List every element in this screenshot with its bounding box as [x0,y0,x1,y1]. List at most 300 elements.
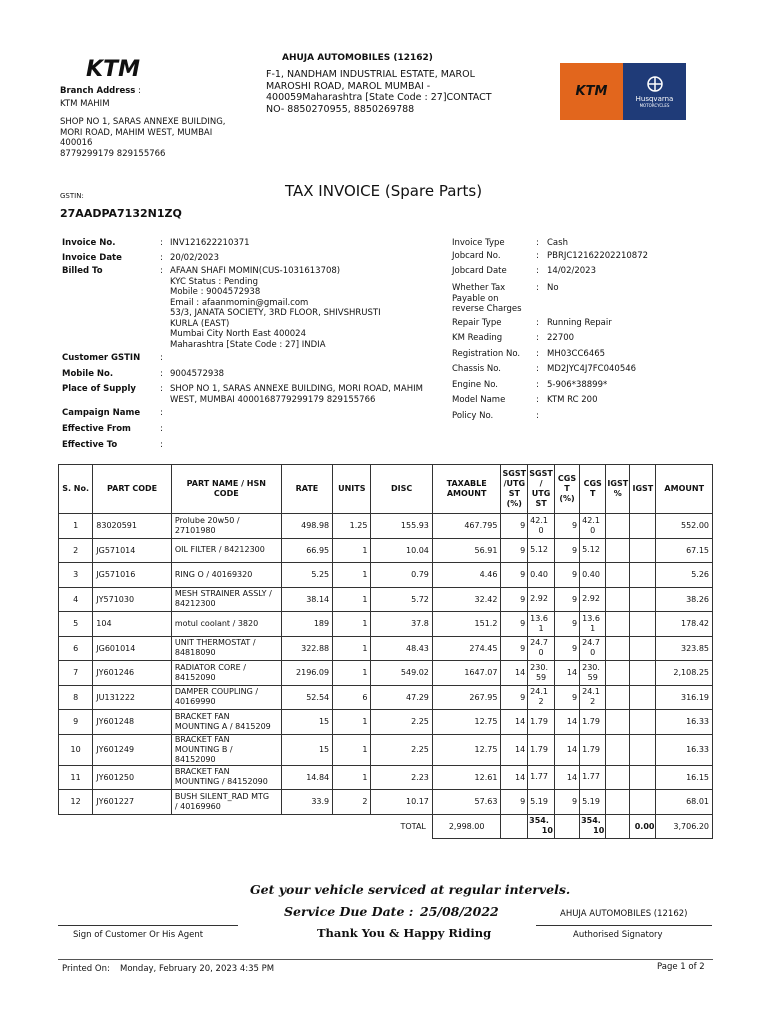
header-sgst-rate-line-4: (%) [506,499,522,508]
header-cgst-rate-line-2: T (%) [559,484,575,503]
cell-sgst-rate: 14 [501,734,528,765]
total-sgst-line-2: 10 [541,826,553,836]
cell-cgst-rate: 9 [554,587,579,612]
reverse-charge-label-line-3: reverse Charges [452,304,522,314]
header-sgst-rate-line-3: ST [508,489,520,498]
cell-taxable: 4.46 [432,563,501,588]
brand-logos-box [560,63,686,120]
cell-disc: 10.04 [371,538,432,563]
cell-igst-rate [606,612,630,637]
colon: : [536,333,539,343]
effective-to-label: Effective To [62,440,118,450]
cell-sgst-amt [528,563,555,588]
cell-cgst-amt [580,734,606,765]
cell-sgst-rate: 9 [501,514,528,539]
header-rate: RATE [281,465,332,514]
place-of-supply-line-2: WEST, MUMBAI 4000168779299179 829155766 [170,394,376,405]
header-sgst-amt-line-3: UTG [531,489,551,498]
branch-line-3: 400016 [60,138,93,148]
cell-cgst-rate: 14 [554,765,579,790]
cell-igst-rate [606,636,630,661]
cell-taxable: 57.63 [432,790,501,815]
cell-sno: 2 [59,538,93,563]
cell-name-line: 84152090 [174,672,216,682]
cell-sno: 7 [59,661,93,686]
cell-name-line: 84818090 [174,648,216,658]
cell-amount: 2,108.25 [656,661,713,686]
cell-igst-amt [630,710,656,735]
cell-units: 1 [333,661,371,686]
colon: : [536,364,539,374]
billed-to-line-6: KURLA (EAST) [170,318,230,329]
table-row [59,612,713,637]
table-row [59,734,713,765]
registration-no-label: Registration No. [452,349,521,359]
cell-sno: 12 [59,790,93,815]
cell-igst-rate [606,587,630,612]
cell-amount: 323.85 [656,636,713,661]
header-sgst-amt-line-4: ST [535,499,547,508]
invoice-title: TAX INVOICE (Spare Parts) [285,182,483,200]
cell-sno: 3 [59,563,93,588]
billed-to-line-2: KYC Status : Pending [170,276,258,287]
engine-no-label: Engine No. [452,380,498,390]
cell-sgst-amt [528,710,555,735]
cell-sgst-amt [528,636,555,661]
ktm-logo [70,54,156,82]
header-igst-rate-line-1: IGST [607,479,629,488]
total-cgst-rate [554,814,579,839]
cell-cgst-amt-line: 2.92 [582,594,600,604]
cell-sgst-amt-line: 1.79 [530,744,548,754]
branch-line-2: MORI ROAD, MAHIM WEST, MUMBAI [60,127,213,138]
cell-sgst-amt-line: 2 [538,697,544,707]
cell-units: 1 [333,636,371,661]
cell-sgst-amt-line: 24.1 [530,687,548,697]
cell-sgst-amt-line: 13.6 [530,613,548,623]
cell-sno: 1 [59,514,93,539]
cell-sgst-amt-line: 5.12 [530,545,548,555]
ktm-brand-text: KTM [575,84,608,99]
gstin-label: GSTIN: [60,192,84,200]
header-cgst-amt-line-2: T [589,489,596,498]
cell-igst-amt [630,734,656,765]
svg-text:KTM: KTM [86,57,140,82]
header-sno: S. No. [59,465,93,514]
cell-cgst-rate: 14 [554,710,579,735]
cell-igst-rate [606,563,630,588]
cell-cgst-amt [580,636,606,661]
footer-divider [58,959,713,960]
reverse-charge-label [452,283,522,315]
colon: : [536,251,539,261]
cell-igst-rate [606,538,630,563]
cell-cgst-amt-line: 1.77 [582,772,600,782]
billed-to-line-3: Mobile : 9004572938 [170,287,261,297]
cell-disc: 2.23 [371,765,432,790]
header-sgst-amt [528,465,555,514]
cell-name-line: RING O / 40169320 [174,569,253,579]
cell-igst-amt [630,636,656,661]
header-igst-amt: IGST [630,465,656,514]
cell-units: 1 [333,538,371,563]
cell-taxable: 12.75 [432,734,501,765]
cell-disc: 0.79 [371,563,432,588]
cell-sgst-amt [528,587,555,612]
place-of-supply-label: Place of Supply [62,384,136,394]
header-cgst-amt-line-1: CGS [583,479,602,488]
cell-name-line: 27101980 [174,525,216,535]
invoice-date-value: 20/02/2023 [170,253,219,263]
total-cgst-line-1: 354. [581,816,601,826]
header-taxable [432,465,501,514]
printed-on-value: Monday, February 20, 2023 4:35 PM [120,964,275,974]
invoice-type-label: Invoice Type [452,238,505,248]
cell-cgst-rate: 9 [554,612,579,637]
signatory-company: AHUJA AUTOMOBILES (12162) [560,909,688,919]
cell-cgst-amt-line: 230. [582,662,600,672]
header-part-name-line-1: PART NAME / HSN [186,479,266,488]
cell-units: 6 [333,685,371,710]
cell-cgst-rate: 14 [554,661,579,686]
husqvarna-emblem-icon [646,75,664,93]
cell-taxable: 151.2 [432,612,501,637]
cell-sgst-rate: 14 [501,765,528,790]
cell-name [171,514,281,539]
cell-code: JG571014 [93,538,172,563]
dealer-address-line-1: F-1, NANDHAM INDUSTRIAL ESTATE, MAROL [266,69,475,80]
cell-name-line: 84152090 [174,754,216,764]
cell-name [171,587,281,612]
printed-on-label: Printed On: [62,964,110,974]
cell-cgst-amt-line: 24.7 [582,638,600,648]
cell-units: 1 [333,612,371,637]
cell-cgst-amt-line: 5.12 [582,545,600,555]
cell-name-line: MOUNTING / 84152090 [174,777,268,787]
cell-sgst-amt-line: 1.79 [530,716,548,726]
cell-amount: 178.42 [656,612,713,637]
reverse-charge-label-line-1: Whether Tax [452,283,506,293]
cell-sgst-amt-line: 59 [535,672,547,682]
total-amount: 3,706.20 [656,814,713,839]
total-taxable: 2,998.00 [432,814,501,839]
cell-sgst-rate: 14 [501,710,528,735]
cell-amount: 16.33 [656,734,713,765]
total-row [59,814,713,839]
header-units: UNITS [333,465,371,514]
cell-cgst-amt-line: 59 [587,672,598,682]
customer-gstin-label: Customer GSTIN [62,353,141,363]
cell-name [171,538,281,563]
cell-taxable: 32.42 [432,587,501,612]
mobile-no-label: Mobile No. [62,369,114,379]
page-number: Page 1 of 2 [657,962,705,972]
dealer-address [266,69,492,115]
cell-cgst-amt [580,587,606,612]
cell-sgst-amt [528,538,555,563]
reverse-charge-label-line-2: Payable on [452,293,499,304]
cell-cgst-amt-line: 0 [590,525,596,535]
invoice-no-value: INV121622210371 [170,238,250,248]
total-cgst-line-2: 10 [593,826,605,836]
cell-amount: 38.26 [656,587,713,612]
cell-cgst-amt-line: 1.79 [582,744,600,754]
cell-igst-amt [630,685,656,710]
cell-igst-amt [630,765,656,790]
authorised-sign-line [536,925,712,926]
cell-code: JY571030 [93,587,172,612]
table-row [59,710,713,735]
cell-disc: 2.25 [371,710,432,735]
cell-igst-rate [606,710,630,735]
cell-sgst-amt-line: 1.77 [530,772,548,782]
colon: : [160,440,163,450]
cell-rate: 498.98 [281,514,332,539]
cell-cgst-amt-line: 0 [590,648,596,658]
total-label: TOTAL [59,814,433,839]
cell-rate: 15 [281,710,332,735]
cell-cgst-rate: 9 [554,636,579,661]
cell-cgst-rate: 14 [554,734,579,765]
colon: : [160,253,163,263]
cell-sgst-amt-line: 0.40 [530,569,548,579]
cell-sno: 4 [59,587,93,612]
cell-sgst-amt-line: 5.19 [530,796,548,806]
cell-cgst-amt-line: 24.1 [582,687,600,697]
cell-sgst-rate: 9 [501,587,528,612]
cell-code: JY601248 [93,710,172,735]
colon: : [536,318,539,328]
cell-name-line: BRACKET FAN [174,767,230,777]
cell-code: JY601249 [93,734,172,765]
cell-sgst-amt-line: 2.92 [530,594,548,604]
cell-name-line: MOUNTING B / [174,744,233,754]
cell-igst-rate [606,765,630,790]
cell-code: 83020591 [93,514,172,539]
colon: : [536,411,539,421]
branch-line-4: 8779299179 829155766 [60,148,166,159]
engine-no-value: 5-906*38899* [547,380,608,390]
cell-igst-amt [630,514,656,539]
husqvarna-brand-text: Husqvarna [635,95,674,103]
cell-disc: 48.43 [371,636,432,661]
cell-name [171,685,281,710]
cell-disc: 37.8 [371,612,432,637]
chassis-no-value: MD2JYC4J7FC040546 [547,364,637,374]
cell-name [171,734,281,765]
invoice-type-value: Cash [547,238,568,248]
table-row [59,765,713,790]
service-due-label: Service Due Date : [284,904,414,919]
cell-taxable: 12.75 [432,710,501,735]
cell-sgst-amt [528,514,555,539]
cell-igst-amt [630,612,656,637]
cell-sno: 8 [59,685,93,710]
ktm-brand-tile [560,63,623,120]
invoice-no-label: Invoice No. [62,238,116,248]
cell-sgst-rate: 14 [501,661,528,686]
policy-no-label: Policy No. [452,411,494,421]
cell-sgst-amt-line: 42.1 [530,515,548,525]
cell-name [171,710,281,735]
colon: : [536,395,539,405]
cell-sgst-rate: 9 [501,563,528,588]
cell-cgst-amt-line: 5.19 [582,796,600,806]
cell-cgst-amt [580,538,606,563]
cell-rate: 5.25 [281,563,332,588]
cell-taxable: 56.91 [432,538,501,563]
cell-sgst-amt-line: 0 [538,648,544,658]
cell-sgst-rate: 9 [501,685,528,710]
cell-name [171,765,281,790]
header-sgst-rate-line-1: SGST [502,469,527,478]
dealer-address-line-4: NO- 8850270955, 8850269788 [266,103,415,115]
header-sgst-amt-line-2: / [539,479,543,488]
jobcard-no-label: Jobcard No. [452,251,501,261]
items-table [58,464,713,839]
cell-name-line: motul coolant / 3820 [174,618,259,628]
cell-name [171,563,281,588]
km-reading-label: KM Reading [452,333,503,343]
cell-rate: 14.84 [281,765,332,790]
cell-sgst-amt-line: 0 [538,525,544,535]
cell-cgst-rate: 9 [554,790,579,815]
header-igst-rate-line-2: % [613,489,622,498]
cell-sno: 10 [59,734,93,765]
cell-name-line: DAMPER COUPLING / [174,687,259,697]
cell-amount: 5.26 [656,563,713,588]
cell-cgst-amt-line: 1 [590,623,596,633]
colon: : [160,353,163,363]
billed-to-line-7: Mumbai City North East 400024 [170,329,306,339]
header-cgst-rate-line-1: CGS [557,474,577,483]
cell-units: 1 [333,765,371,790]
gstin-value: 27AADPA7132N1ZQ [60,207,182,220]
cell-disc: 155.93 [371,514,432,539]
cell-cgst-rate: 9 [554,514,579,539]
cell-sno: 6 [59,636,93,661]
cell-igst-rate [606,685,630,710]
billed-to-value [170,266,450,350]
cell-sgst-rate: 9 [501,790,528,815]
colon: : [160,266,163,276]
cell-name [171,612,281,637]
cell-sgst-amt [528,790,555,815]
billed-to-line-1: AFAAN SHAFI MOMIN(CUS-1031613708) [170,266,341,276]
table-row [59,636,713,661]
cell-disc: 47.29 [371,685,432,710]
cell-name-line: BRACKET FAN [174,711,230,721]
cell-igst-rate [606,734,630,765]
branch-name: KTM MAHIM [60,98,110,109]
cell-cgst-rate: 9 [554,685,579,710]
cell-code: JY601246 [93,661,172,686]
cell-rate: 189 [281,612,332,637]
cell-units: 1 [333,710,371,735]
cell-igst-amt [630,563,656,588]
husqvarna-brand-tile [623,63,686,120]
header-part-code: PART CODE [93,465,172,514]
cell-cgst-amt [580,612,606,637]
cell-taxable: 267.95 [432,685,501,710]
total-igst-rate [606,814,630,839]
cell-cgst-amt [580,685,606,710]
chassis-no-label: Chassis No. [452,364,501,374]
cell-name [171,661,281,686]
cell-amount: 16.33 [656,710,713,735]
repair-type-label: Repair Type [452,318,502,328]
cell-name-line: MOUNTING A / 8415209 [174,721,271,731]
cell-cgst-amt-line: 0.40 [582,569,600,579]
cell-sgst-amt-line: 230. [530,662,548,672]
cell-rate: 2196.09 [281,661,332,686]
cell-cgst-amt [580,790,606,815]
cell-cgst-amt [580,514,606,539]
colon: : [160,408,163,418]
cell-name [171,790,281,815]
cell-name-line: / 40169960 [174,801,221,811]
service-tagline: Get your vehicle serviced at regular intervels. [250,882,571,897]
cell-cgst-amt-line: 42.1 [582,515,600,525]
cell-cgst-amt-line: 13.6 [582,613,600,623]
repair-type-value: Running Repair [547,318,612,328]
header-amount: AMOUNT [656,465,713,514]
cell-name-line: UNIT THERMOSTAT / [174,638,256,648]
branch-address-label: Branch Address [60,86,136,96]
cell-name-line: 40169990 [174,697,216,707]
cell-igst-amt [630,587,656,612]
model-name-label: Model Name [452,395,506,405]
cell-cgst-amt [580,563,606,588]
place-of-supply-line-1: SHOP NO 1, SARAS ANNEXE BUILDING, MORI ROAD, MAHIM [170,384,423,394]
jobcard-date-value: 14/02/2023 [547,266,596,276]
cell-taxable: 274.45 [432,636,501,661]
place-of-supply-value [170,384,460,405]
service-due-value: 25/08/2022 [420,904,499,919]
mobile-no-value: 9004572938 [170,369,225,379]
cell-sgst-amt-line: 24.7 [530,638,548,648]
cell-amount: 67.15 [656,538,713,563]
jobcard-no-value: PBRJC12162202210872 [547,251,649,261]
branch-address-block [60,86,260,159]
cell-units: 1 [333,587,371,612]
model-name-value: KTM RC 200 [547,395,598,405]
colon: : [160,384,163,394]
campaign-name-label: Campaign Name [62,408,141,418]
colon: : [536,380,539,390]
husqvarna-brand-sub: MOTORCYCLES [639,103,670,108]
cell-sgst-amt [528,734,555,765]
cell-sgst-amt [528,612,555,637]
table-row [59,661,713,686]
branch-colon: : [138,86,141,96]
header-cgst-amt [580,465,606,514]
cell-name-line: RADIATOR CORE / [174,662,246,672]
header-igst-rate [606,465,630,514]
cell-disc: 549.02 [371,661,432,686]
cell-sgst-rate: 9 [501,612,528,637]
header-sgst-rate [501,465,528,514]
cell-taxable: 12.61 [432,765,501,790]
colon: : [160,424,163,434]
header-part-name-line-2: CODE [213,489,239,498]
table-header-row [59,465,713,514]
authorised-sign-label: Authorised Signatory [573,930,663,940]
cell-name [171,636,281,661]
cell-units: 1 [333,563,371,588]
table-row [59,514,713,539]
table-row [59,587,713,612]
